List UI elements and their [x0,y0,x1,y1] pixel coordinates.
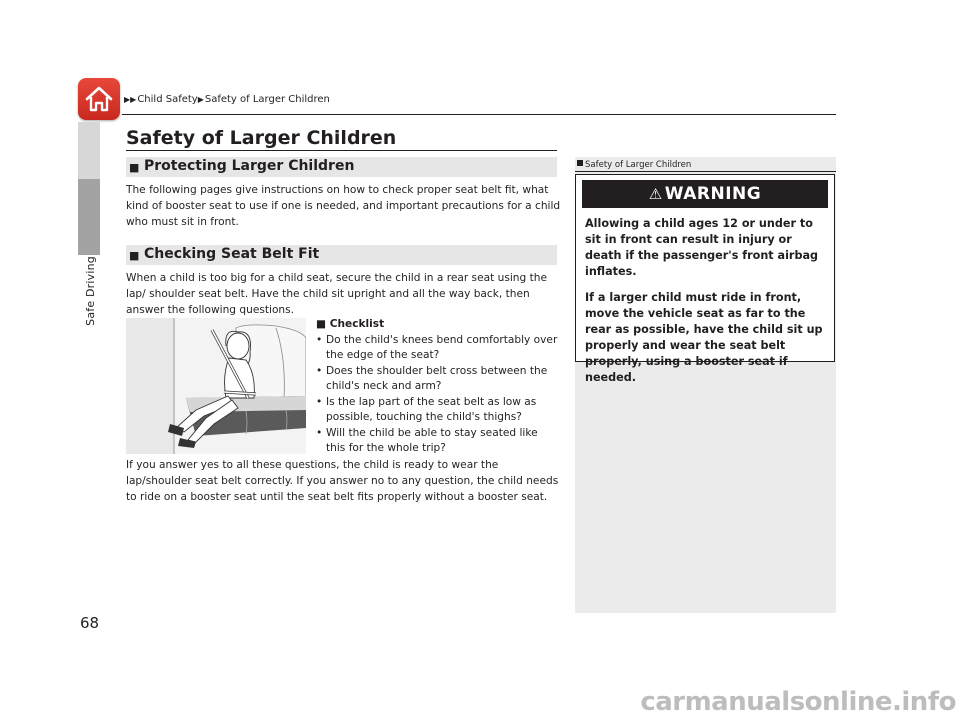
side-note-title-text: Safety of Larger Children [585,160,692,170]
child-seat-belt-illustration [126,318,306,454]
breadcrumb-arrow-icon: ▶ [197,95,204,104]
section-marker-icon: ■ [129,249,140,262]
checklist-item: • Does the shoulder belt cross between the child's neck and arm? [314,364,559,395]
warning-paragraph: Allowing a child ages 12 or under to sit in front can result in injury or death if the passenger's front airbag inflates. [585,217,819,278]
warning-label: WARNING [664,184,762,204]
breadcrumb-link-current[interactable]: Safety of Larger Children [204,94,330,105]
section-heading-text: Protecting Larger Children [144,158,355,174]
sidebar-tab-bar [78,122,100,252]
side-note-panel [575,157,836,613]
note-marker-icon [577,160,583,166]
section-marker-icon: ■ [129,161,140,174]
title-divider [126,150,557,151]
checklist-item: • Will the child be able to stay seated like this for the whole trip? [314,426,559,457]
warning-paragraph: If a larger child must ride in front, move the vehicle seat as far to the rear as possible, have the child sit up properly and wear the seat belt properly, using a booster seat if needed. [585,291,823,384]
breadcrumb [124,94,330,105]
sidebar-section-label: Safe Driving [84,256,97,326]
breadcrumb-link-child-safety[interactable]: Child Safety [137,94,198,105]
checklist [314,317,559,457]
checklist-item: • Do the child's knees bend comfortably over the edge of the seat? [314,333,559,364]
page-title: Safety of Larger Children [126,127,397,149]
warning-box [575,174,835,384]
section-heading-checking [126,245,557,265]
header-divider [122,114,836,115]
breadcrumb-arrow-icon: ▶▶ [124,95,137,104]
home-button[interactable] [78,78,120,120]
warning-triangle-icon: ⚠ [648,185,663,203]
checklist-item: • Is the lap part of the seat belt as low as possible, touching the child's thighs? [314,395,559,426]
checklist-title: ■ Checklist [316,318,385,330]
side-note-title [577,160,691,170]
warning-header [582,180,828,208]
checklist-items [314,333,559,457]
section-heading-text: Checking Seat Belt Fit [144,246,320,262]
warning-text [585,216,829,396]
watermark: carmanualsonline.info [640,687,956,717]
protecting-body: The following pages give instructions on how to check proper seat belt fit, what kind of booster seat to use if one is needed, and important precautions for a child who must sit in front. [126,184,561,228]
section-heading-protecting [126,157,557,177]
page-number: 68 [80,614,100,632]
checking-conclusion: If you answer yes to all these questions, the child is ready to wear the lap/shoulder seat belt correctly. If you answer no to any question, the child needs to ride on a booster seat until the seat belt fits properly without a booster seat. [126,459,559,503]
sidebar-tab-active[interactable] [78,179,100,255]
side-note-divider [575,171,836,172]
checking-body: When a child is too big for a child seat, secure the child in a rear seat using the lap/ shoulder seat belt. Have the child sit upright and all the way back, then answer the following questions. [126,272,547,316]
